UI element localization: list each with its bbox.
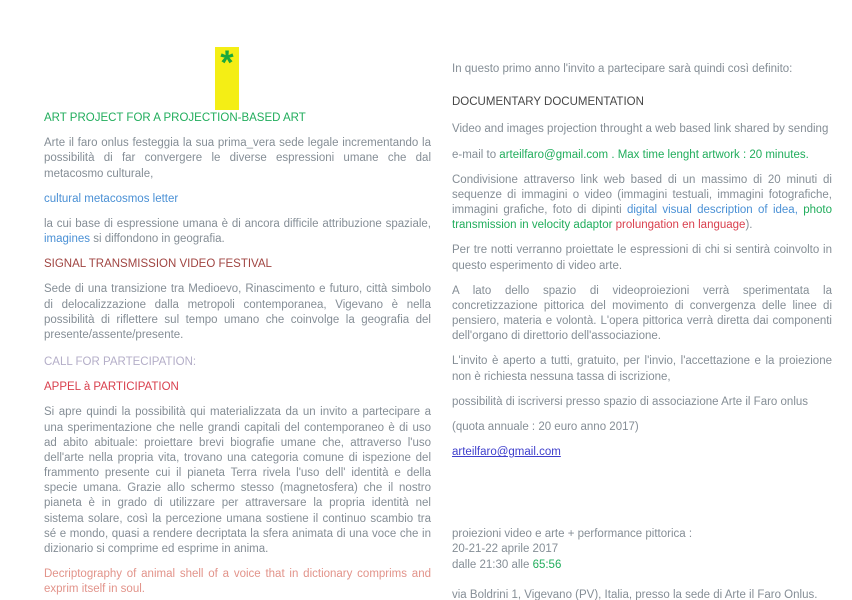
- schedule-block: [452, 527, 832, 600]
- per-tre-notti-paragraph: Per tre notti verranno proiettate le espressioni di chi si sentirà coinvolto in questo esperimento di video arte.: [452, 244, 832, 272]
- call-for-partecipation-heading: CALL FOR PARTECIPATION:: [44, 356, 197, 369]
- time-prefix: dalle 21:30 alle: [452, 558, 533, 571]
- email-instruction-line: [452, 148, 832, 163]
- email-address: arteilfaro@gmail.com: [499, 148, 609, 161]
- vigevano-paragraph: Sede di una transizione tra Medioevo, Rinascimento e futuro, città simbolo di delocalizzazione dalla metropoli contemporanea, Vigevano è nella possibilità di riflettere sul tempo umano che coinvolge la geografia del presente/assente/presente.: [44, 283, 431, 341]
- right-column: [452, 62, 832, 600]
- video-projection-line: Video and images projection throught a web based link shared by sending: [452, 123, 829, 136]
- photo-transmission-phrase: photo transmission in velocity adaptor: [452, 204, 832, 232]
- digital-description-phrase: digital visual description of idea,: [626, 204, 798, 217]
- highlight-box: [215, 44, 239, 110]
- art-project-heading: ART PROJECT FOR A PROJECTION-BASED ART: [44, 112, 306, 124]
- condivisione-close: ).: [745, 219, 753, 232]
- arte-il-faro-paragraph: Arte il faro onlus festeggia la sua prima_vera sede legale incrementando la possibilità di far convergere le diverse espressioni umane che dal metacosmo culturale,: [44, 137, 431, 180]
- email-link[interactable]: arteilfaro@gmail.com: [452, 446, 561, 459]
- condivisione-paragraph: [452, 173, 832, 234]
- imagines-word: imagines: [44, 233, 91, 246]
- spatial-text-start: la cui base di espressione umana è di ancora difficile attribuzione spaziale,: [44, 217, 431, 230]
- max-time-note: . Max time lenght artwork : 20 minutes.: [608, 148, 809, 161]
- decriptography-paragraph: Decriptography of animal shell of a voice that in dictionary comprims and exprim itself in soul.: [44, 568, 431, 596]
- time-value: 65:56: [532, 558, 562, 571]
- cultural-metacosmos-line: cultural metacosmos letter: [44, 192, 179, 205]
- appel-participation-heading: APPEL à PARTICIPATION: [44, 381, 179, 394]
- possibilita-line: possibilità di iscriversi presso spazio di associazione Arte il Faro onlus: [452, 395, 809, 408]
- a-lato-paragraph: A lato dello spazio di videoproiezioni verrà sperimentata la concretizzazione pittorica del movimento di convergenza delle linee di pensiero, materia e volontà. L'opera pittorica verrà diretta dai componenti dell'organo di direttorio dell'associazione.: [452, 284, 832, 343]
- prolungation-phrase: prolungation en language: [615, 219, 746, 232]
- participation-paragraph: Si apre quindi la possibilità qui materializzata da un invito a partecipare a una sperimentazione che nelle grandi capitali del contemporaneo è di uso ad abito abituale: proiettare brevi biografie umane che, attraverso l'uso dell'arte nella propria vita, trovano una categoria comune di ispezione del frammento presente cui il pianeta Terra rivela l'uso dell' identità e della specie umana. Grazie allo schermo stesso (magnetosfera) che il nostro pianeta è in grado di utilizzare per attraversare la propria identità nel sistema solare, così la percezione umana sostiene il continuo scambio tra sé e mondo, quasi a rendere decriptata la sfera animata di una voce che in dizionario si comprime ed esprime in anima.: [44, 406, 431, 555]
- quota-line: (quota annuale : 20 euro anno 2017): [452, 420, 639, 433]
- asterisk-icon: *: [220, 44, 234, 82]
- signal-festival-heading: SIGNAL TRANSMISSION VIDEO FESTIVAL: [44, 258, 272, 271]
- documentary-heading: DOCUMENTARY DOCUMENTATION: [452, 96, 644, 109]
- spatial-attribution-paragraph: [44, 217, 431, 247]
- spatial-text-end: si diffondono in geografia.: [90, 233, 225, 246]
- condivisione-text: Condivisione attraverso link web based di un massimo di 20 minuti di sequenze di immagini o video (immagini testuali, immagini fotografiche, immagini grafiche, foto di dipinti: [452, 173, 832, 217]
- time-line: [452, 558, 832, 573]
- first-year-intro-line: In questo primo anno l'invito a partecipare sarà quindi così definito:: [452, 63, 793, 75]
- address-line: via Boldrini 1, Vigevano (PV), Italia, presso la sede di Arte il Faro Onlus.: [452, 588, 818, 600]
- email-prefix: e-mail to: [452, 148, 500, 161]
- left-column: [44, 111, 431, 600]
- invito-paragraph: L'invito è aperto a tutti, gratuito, per l'invio, l'accettazione e la proiezione non è richiesta nessuna tassa di iscrizione,: [452, 355, 832, 383]
- proiezioni-line: proiezioni video e arte + performance pittorica :: [452, 528, 693, 541]
- date-line: 20-21-22 aprile 2017: [452, 543, 559, 556]
